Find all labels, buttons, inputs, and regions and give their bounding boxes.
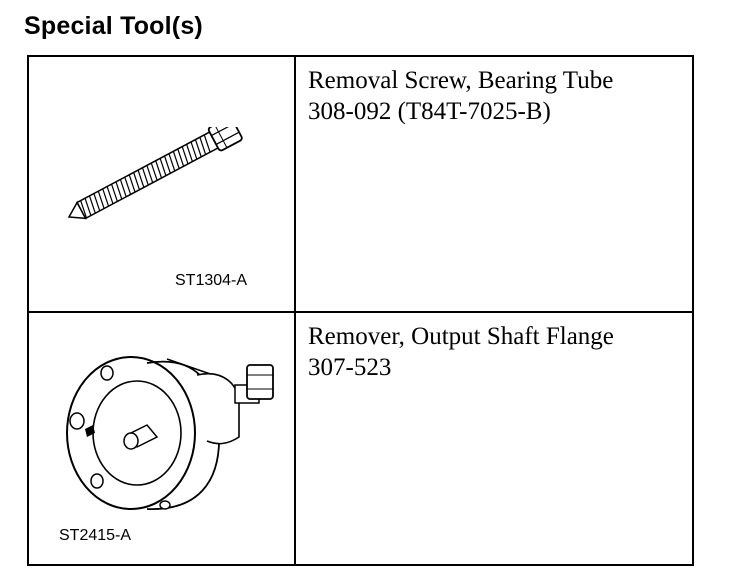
tool-number: 307-523 — [308, 354, 392, 381]
section-heading: Special Tool(s) — [24, 12, 203, 40]
tool-name: Remover, Output Shaft Flange — [308, 323, 614, 350]
tool-row — [29, 57, 692, 313]
tool-code-label: ST2415-A — [59, 527, 132, 544]
tool-code-label: ST1304-A — [175, 272, 248, 289]
special-tools-table — [27, 55, 694, 566]
threaded-screw-illustration-icon — [59, 127, 269, 237]
tool-image-cell — [29, 313, 296, 564]
tool-description-cell — [296, 57, 692, 311]
tool-description-cell — [296, 313, 692, 564]
flange-remover-illustration-icon — [47, 333, 287, 513]
tool-number: 308-092 (T84T-7025-B) — [308, 98, 551, 125]
tool-row — [29, 313, 692, 564]
tool-name: Removal Screw, Bearing Tube — [308, 67, 614, 94]
tool-image-cell — [29, 57, 296, 311]
